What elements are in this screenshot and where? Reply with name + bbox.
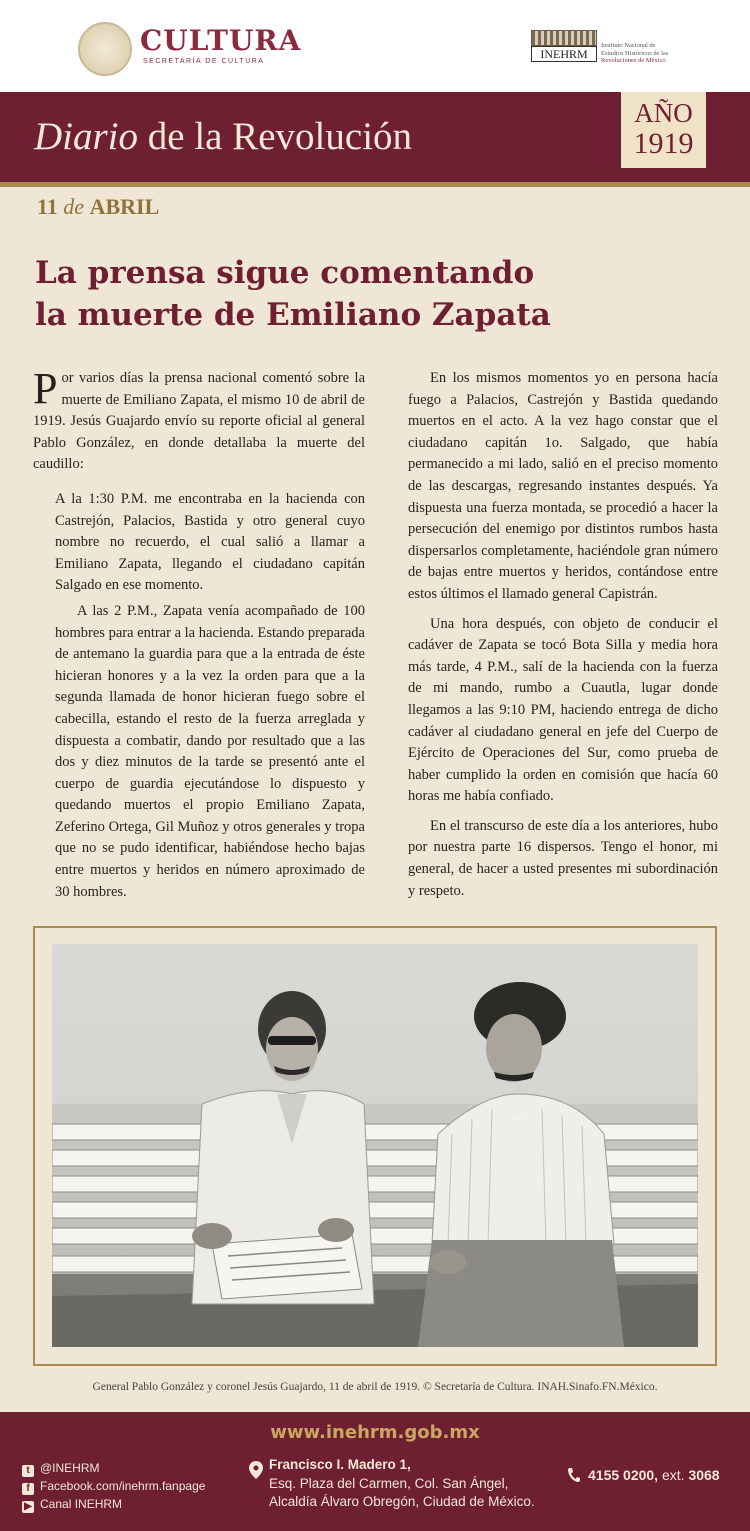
year-value: 1919 — [633, 127, 694, 160]
article-column-right — [408, 368, 718, 902]
twitter-handle: @INEHRM — [40, 1461, 100, 1475]
address-street: Francisco I. Madero 1, — [269, 1457, 411, 1472]
inehrm-line-2: Estudios Históricos de las — [601, 49, 669, 57]
series-title-rest: de la Revolución — [138, 115, 413, 158]
headline — [35, 252, 725, 336]
website-link[interactable]: www.inehrm.gob.mx — [270, 1422, 480, 1443]
inehrm-name — [601, 42, 691, 65]
inehrm-logo — [531, 30, 597, 62]
facebook-icon: f — [22, 1483, 34, 1495]
year-label: AÑO — [634, 98, 693, 128]
headline-line-1: La prensa sigue comentando — [35, 255, 535, 291]
series-title — [34, 114, 412, 159]
phone-icon — [567, 1467, 581, 1483]
location-pin-icon — [249, 1461, 263, 1479]
address-line-2: Esq. Plaza del Carmen, Col. San Ángel, — [269, 1475, 509, 1491]
quote-paragraph-4: Una hora después, con objeto de conducir el cadáver de Zapata se tocó Bota Silla y media hora más tarde, 4 P.M., salí de la hacienda con la fuerza de mi mando, rumbo a Cuautla, lugar donde llegamos a las 9:10 PM, haciendo entrega de dicho cadáver al ciudadano general en jefe del Cuerpo de Ejército de Operaciones del Sur, como prueba de haber cumplido la orden en comisión que hacía 60 horas me había confiado. — [408, 615, 718, 805]
historical-photo — [52, 944, 698, 1347]
mexico-seal-icon — [78, 22, 132, 76]
series-title-italic: Diario — [34, 115, 139, 158]
drop-cap: P — [33, 364, 58, 413]
inehrm-line-1: Instituto Nacional de — [601, 42, 656, 49]
phone-ext-label: ext. — [658, 1467, 689, 1483]
youtube-icon: ▶ — [22, 1501, 34, 1513]
twitter-link[interactable] — [22, 1461, 100, 1477]
phone-main: 4155 0200, — [588, 1467, 659, 1483]
intro-text: or varios días la prensa nacional comentó sobre la muerte de Emiliano Zapata, el mismo 10 de abril de 1919. Jesús Guajardo envío su reporte oficial al general Pablo González, en donde detallaba la muerte del caudillo: — [33, 370, 365, 473]
cultura-logo: CULTURA — [140, 24, 302, 57]
youtube-channel: Canal INEHRM — [40, 1497, 123, 1511]
headline-line-2: la muerte de Emiliano Zapata — [35, 297, 551, 333]
date-day: 11 — [37, 194, 58, 219]
inehrm-logo-text: INEHRM — [531, 46, 597, 62]
article-column-left — [33, 364, 365, 903]
secretaria-label: SECRETARÍA DE CULTURA — [143, 58, 265, 65]
top-header — [0, 0, 750, 92]
quote-paragraph-2: A las 2 P.M., Zapata venía acompañado de 100 hombres para entrar a la hacienda. Estando preparada de antemano la guardia para que a la entrada de éste hicieran honores y a la vez la orden para que a la segunda llamada de honor hicieran fuego sobre el cabecilla, estando el resto de la fuerza arreglada y dispuesta a combatir, dando por resultado que a las dos y diez minutos de la tarde se presentó ante el cuerpo de guardia ejecutándose lo dispuesto y quedando muertos el propio Emiliano Zapata, Zeferino Ortega, Gil Muñoz y otros generales y tropa que no se pudo identificar, habiéndose hecho bajas entre muertos y heridos en número aproximado de 30 hombres. — [55, 602, 365, 900]
address-line-3: Alcaldía Álvaro Obregón, Ciudad de México. — [269, 1494, 535, 1509]
facebook-link[interactable] — [22, 1479, 205, 1495]
quote-paragraph-3: En los mismos momentos yo en persona hacía fuego a Palacios, Castrejón y Bastida quedando muertos en el acto. A la vez hago constar que el ciudadano capitán 1o. Salgado, que había permanecido a mi lado, salió en el preciso momento de las descargas, regresando instantes después. Ya dispuesta una fuerza montada, se procedió a hacer la persecución del enemigo por distintos rumbos hasta dispersarlos completamente, haciéndole gran número de bajas entre muertos y heridos, contándose entre estos últimos el llamado general Capistrán. — [408, 370, 718, 602]
address — [269, 1456, 535, 1512]
building-icon — [531, 30, 597, 46]
year-badge — [621, 92, 706, 168]
phone-ext: 3068 — [688, 1467, 720, 1483]
facebook-url: Facebook.com/inehrm.fanpage — [40, 1479, 206, 1493]
intro-paragraph — [33, 364, 365, 476]
photo-caption: General Pablo González y coronel Jesús Guajardo, 11 de abril de 1919. © Secretaría de Cultura. INAH.Sinafo.FN.México. — [92, 1381, 658, 1393]
date-de: de — [57, 194, 90, 219]
article-date — [37, 194, 159, 220]
phone-number[interactable] — [588, 1467, 720, 1483]
twitter-icon: t — [22, 1465, 34, 1477]
inehrm-line-3: Revoluciones de México — [601, 57, 666, 64]
quote-paragraph-1: A la 1:30 P.M. me encontraba en la hacienda con Castrejón, Palacios, Bastida y otro general cuyo nombre no recuerdo, el cual salió a llamar a Emiliano Zapata, llegando el ciudadano capitán Salgado en ese momento. — [55, 490, 365, 594]
banner-divider — [0, 182, 750, 187]
photo-image — [52, 944, 698, 1347]
date-month: ABRIL — [89, 194, 160, 219]
quote-paragraph-5: En el transcurso de este día a los anteriores, hubo por nuestra parte 16 dispersos. Tengo el honor, mi general, de hacer a usted presentes mi subordinación y respeto. — [408, 817, 718, 899]
youtube-link[interactable] — [22, 1497, 122, 1513]
